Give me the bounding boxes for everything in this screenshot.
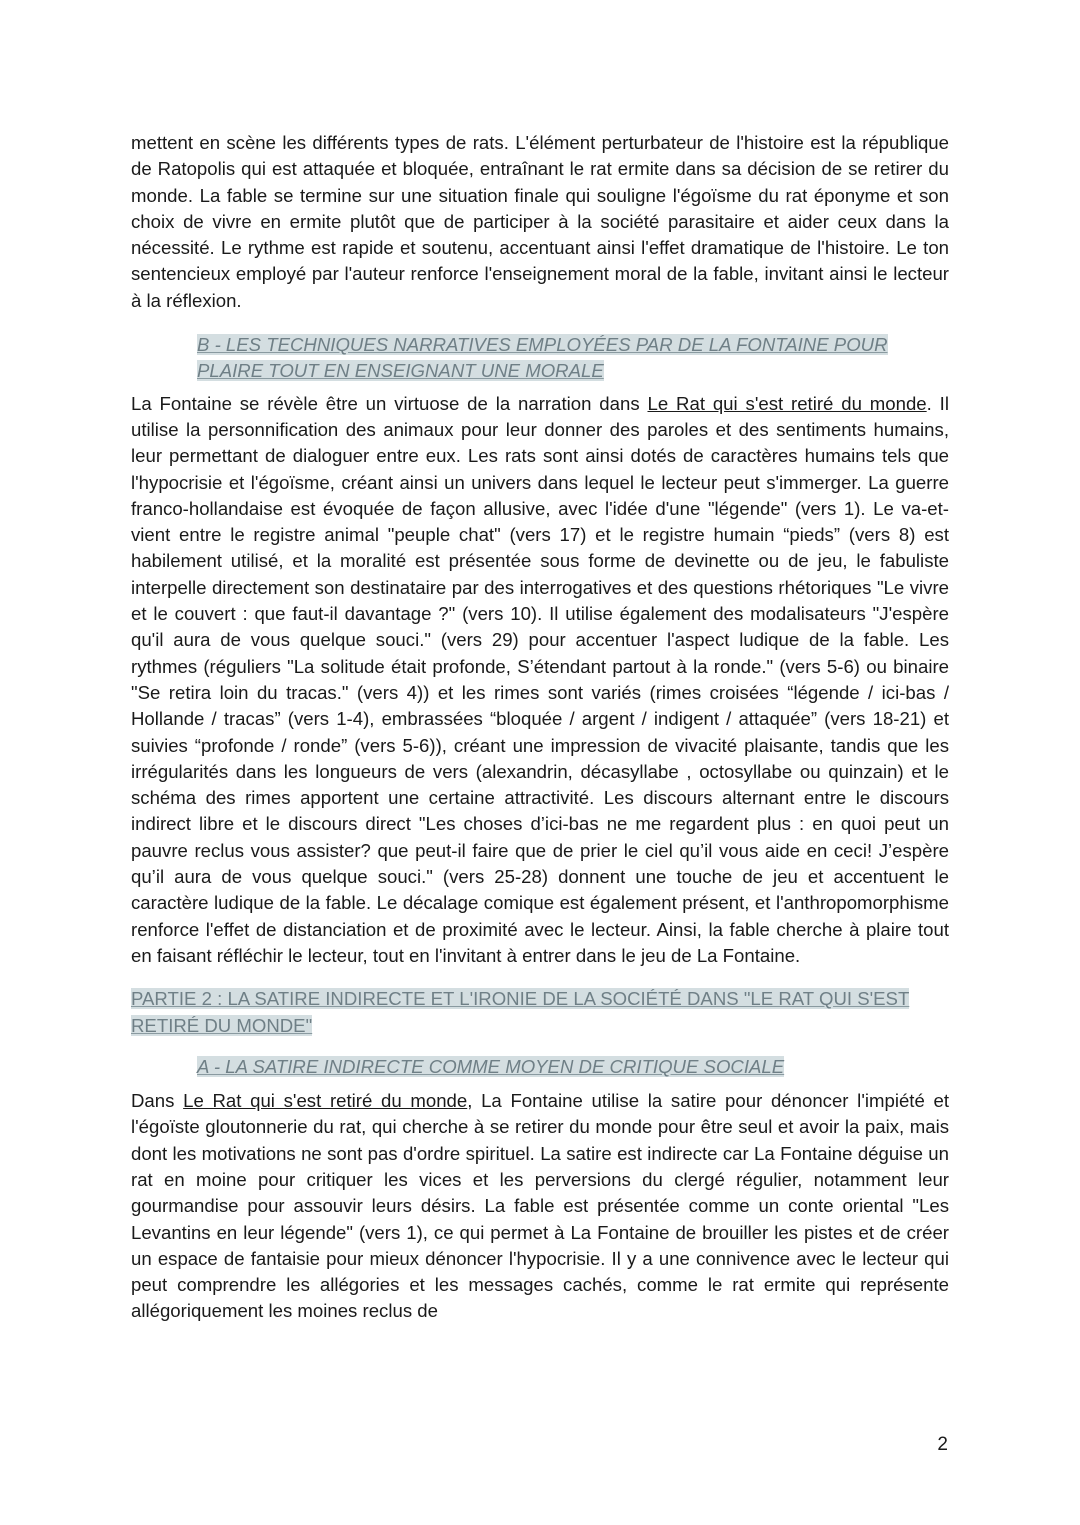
paragraph-indirect-satire <box>131 1088 949 1325</box>
paragraph-3-start: Dans <box>131 1090 184 1112</box>
paragraph-narrative-structure: mettent en scène les différents types de rats. L'élément perturbateur de l'histoire est la république de Ratopolis qui est attaquée et bloquée, entraînant le rat ermite dans sa décision de se retirer du monde. La fable se termine sur une situation finale qui souligne l'égoïsme du rat éponyme et son choix de vivre en ermite plutôt que de participer à la société parasitaire et aider ceux dans la nécessité. Le rythme est rapide et soutenu, accentuant ainsi l'effet dramatique de l'histoire. Le ton sentencieux employé par l'auteur renforce l'enseignement moral de la fable, invitant ainsi le lecteur à la réflexion. <box>131 132 949 311</box>
paragraph-2-start: La Fontaine se révèle être un virtuose de la narration dans <box>131 392 648 414</box>
heading-section-b <box>131 332 949 385</box>
paragraph-3-rest: , La Fontaine utilise la satire pour dénoncer l'impiété et l'égoïste gloutonnerie du rat, qui cherche à se retirer du monde pour être seul et avoir la paix, mais dont les motivations ne sont pas d'ordre spirituel. La satire est indirecte car La Fontaine déguise un rat en moine pour critiquer les vices et les perversions du clergé régulier, notamment leur gourmandise pour assouvir leurs désirs. La fable est présentée comme un conte oriental "Les Levantins en leur légende" (vers 1), ce qui permet à La Fontaine de brouiller les pistes et de créer un espace de fantaisie pour mieux dénoncer l'hypocrisie. Il y a une connivence avec le lecteur qui peut comprendre les allégories et les messages cachés, comme le rat ermite qui représente allégoriquement les moines reclus de <box>131 1090 949 1322</box>
heading-section-a-text: A - LA SATIRE INDIRECTE COMME MOYEN DE CRITIQUE SOCIALE <box>197 1055 785 1077</box>
heading-part-2 <box>131 986 949 1039</box>
work-title: Le Rat qui s'est retiré du monde <box>647 392 927 414</box>
paragraph-2-rest: . Il utilise la personnification des animaux pour leur donner des paroles et des sentiments humains, leur permettant de dialoguer entre eux. Les rats sont ainsi dotés de caractères humains tels que l'hypocrisie et l'égoïsme, créant ainsi un univers dans lequel le lecteur peut s'immerger. La guerre franco-hollandaise est évoquée de façon allusive, avec l'idée d'une "légende" (vers 1). Le va-et-vient entre le registre animal "peuple chat" (vers 17) et le registre humain “pieds” (vers 8) est habilement utilisé, et la moralité est présentée sous forme de devinette ou de jeu, le fabuliste interpelle directement son destinataire par des interrogatives et des questions rhétoriques "Le vivre et le couvert : que faut-il davantage ?" (vers 10). Il utilise également des modalisateurs "J'espère qu'il aura de vous quelque souci." (vers 29) pour accentuer l'aspect ludique de la fable. Les rythmes (réguliers "La solitude était profonde, S’étendant partout à la ronde." (vers 5-6) ou binaire "Se retira loin du tracas." (vers 4)) et les rimes sont variés (rimes croisées “légende / ici-bas / Hollande / tracas” (vers 1-4), embrassées “bloquée / argent / indigent / attaquée” (vers 18-21) et suivies “profonde / ronde” (vers 5-6)), créant une impression de vivacité plaisante, tandis que les irrégularités dans les longueurs de vers (alexandrin, décasyllabe , octosyllabe ou quinzain) et le schéma des rimes apportent une certaine attractivité. Les discours alternant entre le discours indirect libre et le discours direct "Les choses d’ici-bas ne me regardent plus : en quoi peut un pauvre reclus vous assister? que peut-il faire que de prier le ciel qu’il vous aide en ceci! J’espère qu’il aura de vous quelque souci." (vers 25-28) donnent une touche de jeu et accentuent le caractère ludique de la fable. Le décalage comique est également présent, et l'anthropomorphisme renforce l'effet de distanciation et de proximité avec le lecteur. Ainsi, la fable cherche à plaire tout en faisant réfléchir le lecteur, tout en l'invitant à entrer dans le jeu de La Fontaine. <box>131 392 949 966</box>
heading-part-2-text: PARTIE 2 : LA SATIRE INDIRECTE ET L'IRONIE DE LA SOCIÉTÉ DANS "LE RAT QUI S'EST RETIRÉ DU MONDE" <box>131 988 910 1036</box>
heading-section-b-text: B - LES TECHNIQUES NARRATIVES EMPLOYÉES PAR DE LA FONTAINE POUR PLAIRE TOUT EN ENSEIGNANT UNE MORALE <box>197 334 888 382</box>
paragraph-narrative-techniques <box>131 391 949 970</box>
document-page <box>131 130 949 1325</box>
heading-section-a <box>131 1054 949 1080</box>
page-number: 2 <box>937 1434 948 1455</box>
work-title: Le Rat qui s'est retiré du monde <box>183 1090 468 1112</box>
